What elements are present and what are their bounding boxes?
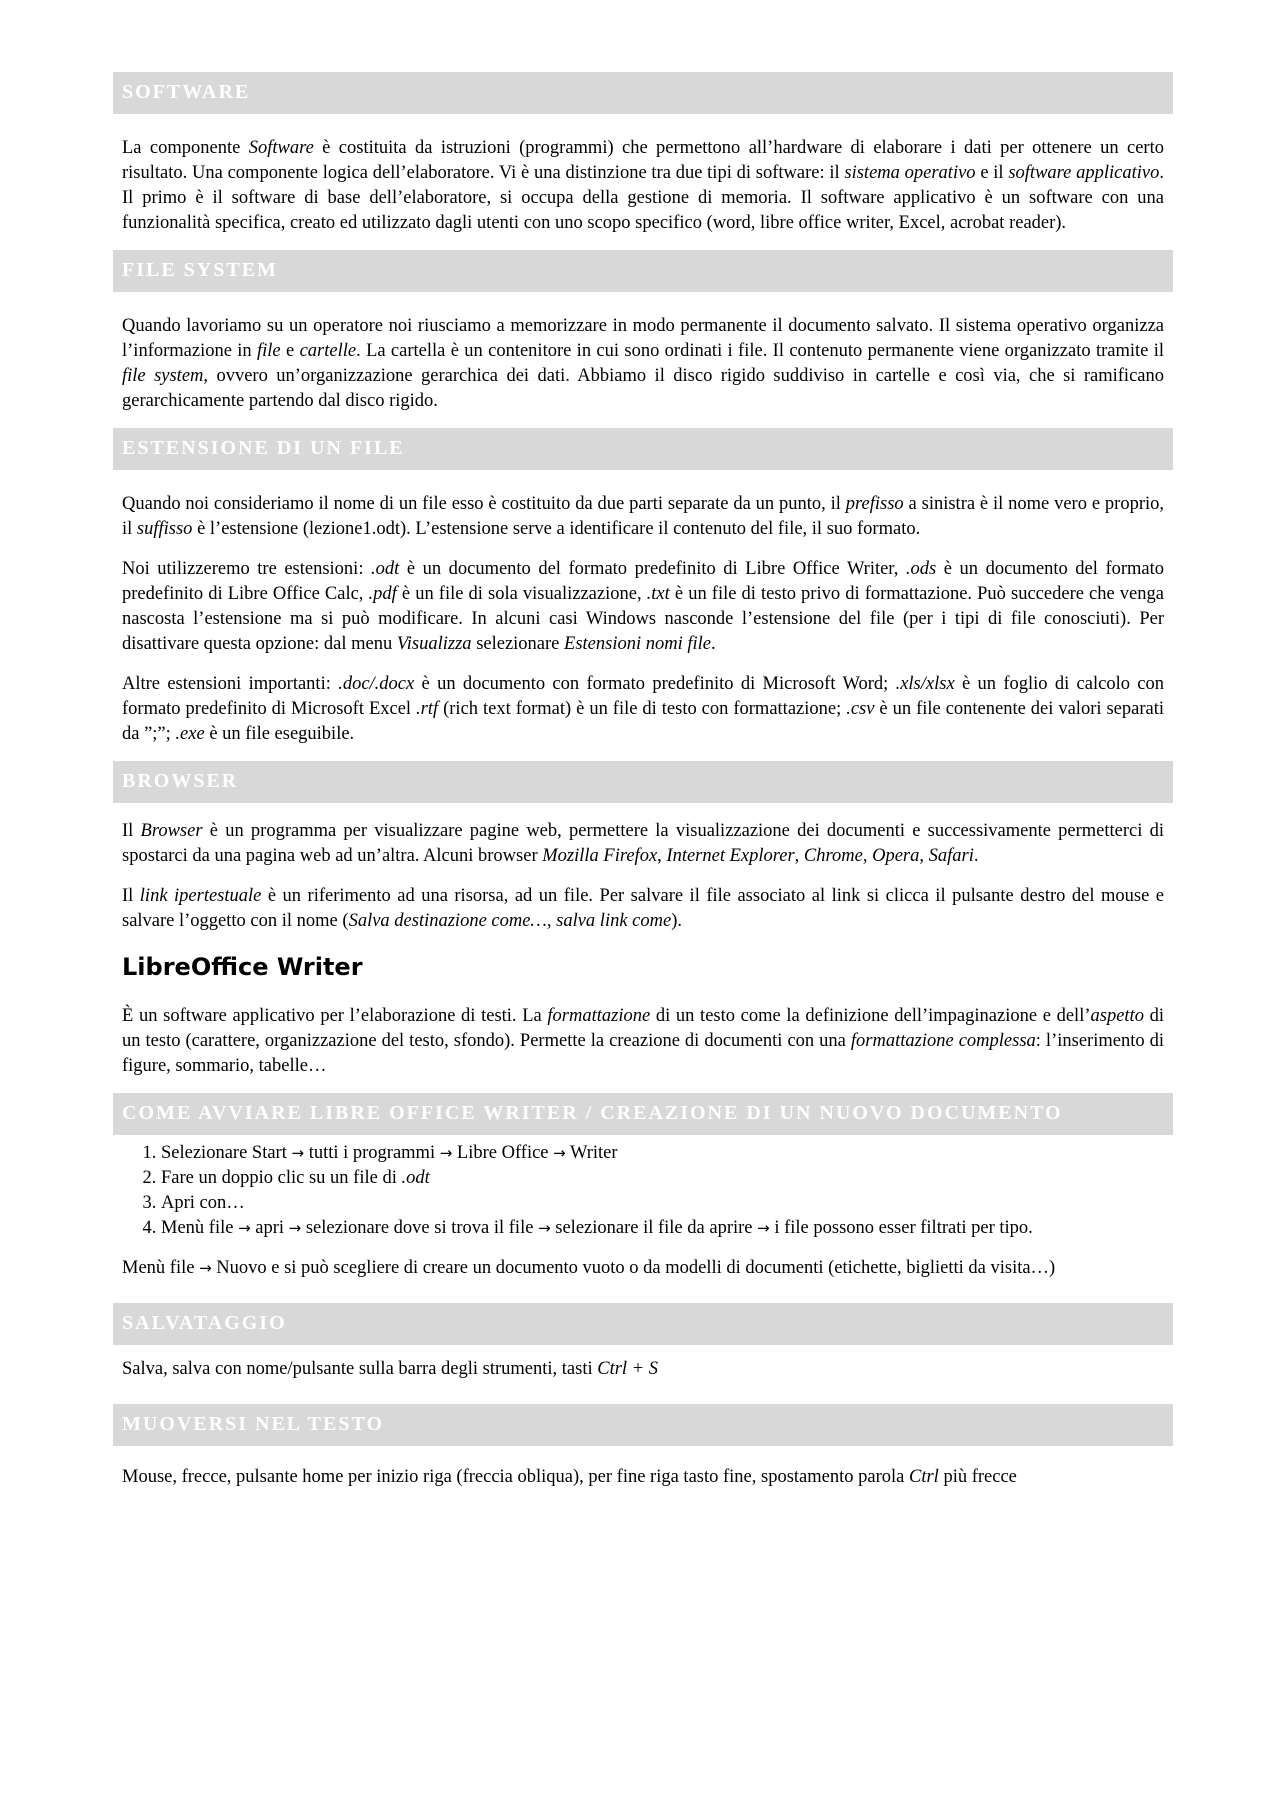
section-heading-estensione: ESTENSIONE DI UN FILE [113, 428, 1173, 470]
avviare-paragraph: Menù file → Nuovo e si può scegliere di creare un documento vuoto o da modelli di documenti (etichette, biglietti da visita…) [122, 1258, 1056, 1278]
arrow-right-icon: → [757, 1219, 770, 1237]
list-item: 2. Fare un doppio clic su un file di .odt [161, 1166, 1164, 1191]
section-heading-file-system: FILE SYSTEM [113, 250, 1173, 292]
arrow-right-icon: → [439, 1144, 453, 1162]
arrow-right-icon: → [199, 1259, 212, 1277]
browser-paragraph-2: Il link ipertestuale è un riferimento ad una risorsa, ad un file. Per salvare il file associato al link si clicca il pulsante destro del mouse e salvare l’oggetto con il nome (Salva destinazione come…, salva link come). [122, 886, 1164, 931]
estensione-paragraph-1: Quando noi consideriamo il nome di un file esso è costituito da due parti separate da un punto, il prefisso a sinistra è il nome vero e proprio, il suffisso è l’estensione (lezione1.odt). L’estensione serve a identificare il contenuto del file, il suo formato. [122, 494, 1164, 539]
section-heading-salvataggio: SALVATAGGIO [113, 1303, 1173, 1345]
section-heading-come-avviare: COME AVVIARE LIBRE OFFICE WRITER / CREAZIONE DI UN NUOVO DOCUMENTO [113, 1093, 1173, 1135]
document-content [113, 72, 1173, 1492]
browser-paragraph-1: Il Browser è un programma per visualizzare pagine web, permettere la visualizzazione dei documenti e successivamente permetterci di spostarci da una pagina web ad un’altra. Alcuni browser Mozilla Firefox, Internet Explorer, Chrome, Opera, Safari. [122, 821, 1165, 866]
section-title-libreoffice-writer: LibreOffice Writer [122, 953, 363, 981]
list-item: 1. Selezionare Start → tutti i programmi → Libre Office → Writer [161, 1141, 1164, 1166]
software-paragraph: La componente Software è costituita da istruzioni (programmi) che permettono all’hardware di elaborare i dati per ottenere un certo risultato. Una componente logica dell’elaboratore. Vi è una distinzione tra due tipi di software: il sistema operativo e il software applicativo. Il primo è il software di base dell’elaboratore, si occupa della gestione di memoria. Il software applicativo è un software con una funzionalità specifica, creato ed utilizzato dagli utenti con uno scopo specifico (word, libre office writer, Excel, acrobat reader). [122, 138, 1165, 233]
arrow-right-icon: → [291, 1144, 305, 1162]
list-item: 4. Menù file → apri → selezionare dove si trova il file → selezionare il file da aprire → i file possono esser filtrati per tipo. [161, 1216, 1164, 1241]
section-heading-browser: BROWSER [113, 761, 1173, 803]
arrow-right-icon: → [553, 1144, 566, 1162]
arrow-right-icon: → [288, 1219, 302, 1237]
arrow-right-icon: → [538, 1219, 551, 1237]
avviare-list [113, 1141, 1173, 1241]
salvataggio-paragraph: Salva, salva con nome/pulsante sulla barra degli strumenti, tasti Ctrl + S [122, 1359, 659, 1379]
estensione-paragraph-2: Noi utilizzeremo tre estensioni: .odt è un documento del formato predefinito di Libre Office Writer, .ods è un documento del formato predefinito di Libre Office Calc, .pdf è un file di sola visualizzazione, .txt è un file di testo privo di formattazione. Può succedere che venga nascosta l’estensione ma si può modificare. In alcuni casi Windows nasconde l’estensione del file (per i tipi di file conosciuti). Per disattivare questa opzione: dal menu Visualizza selezionare Estensioni nomi file. [122, 559, 1165, 654]
list-item: 3. Apri con… [161, 1191, 1164, 1216]
section-heading-muoversi: MUOVERSI NEL TESTO [113, 1404, 1173, 1446]
writer-paragraph: È un software applicativo per l’elaborazione di testi. La formattazione di un testo come la definizione dell’impaginazione e dell’aspetto di un testo (carattere, organizzazione del testo, sfondo). Permette la creazione di documenti con una formattazione complessa: l’inserimento di figure, sommario, tabelle… [122, 1006, 1165, 1076]
section-heading-software: SOFTWARE [113, 72, 1173, 114]
arrow-right-icon: → [238, 1219, 251, 1237]
estensione-paragraph-3: Altre estensioni importanti: .doc/.docx è un documento con formato predefinito di Microsoft Word; .xls/xlsx è un foglio di calcolo con formato predefinito di Microsoft Excel .rtf (rich text format) è un file di testo con formattazione; .csv è un file contenente dei valori separati da ”;”; .exe è un file eseguibile. [122, 674, 1164, 744]
file-system-paragraph: Quando lavoriamo su un operatore noi riusciamo a memorizzare in modo permanente il documento salvato. Il sistema operativo organizza l’informazione in file e cartelle. La cartella è un contenitore in cui sono ordinati i file. Il contenuto permanente viene organizzato tramite il file system, ovvero un’organizzazione gerarchica dei dati. Abbiamo il disco rigido suddiviso in cartelle e così via, che si ramificano gerarchicamente partendo dal disco rigido. [122, 316, 1164, 411]
muoversi-paragraph: Mouse, frecce, pulsante home per inizio riga (freccia obliqua), per fine riga tasto fine, spostamento parola Ctrl più frecce [122, 1467, 1017, 1487]
